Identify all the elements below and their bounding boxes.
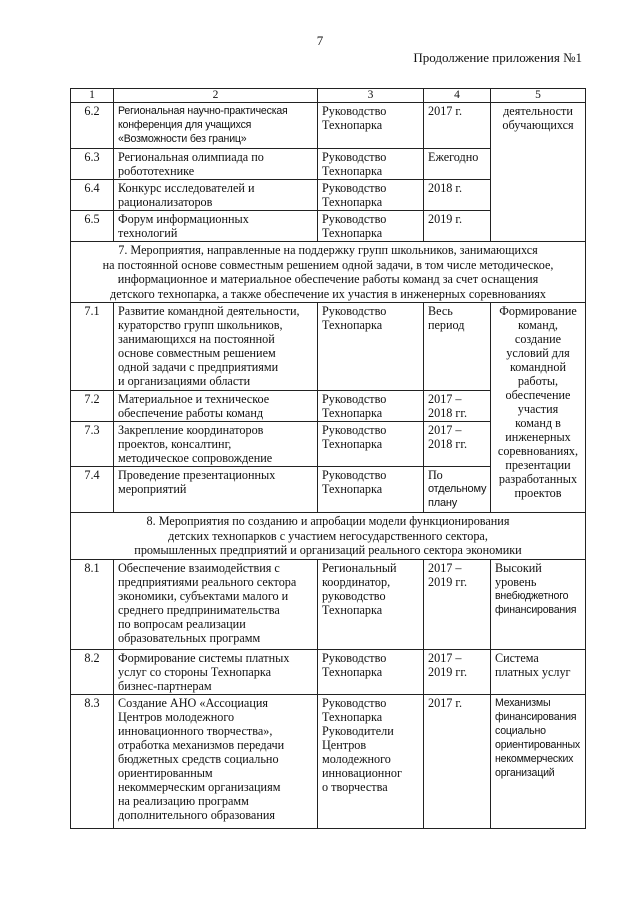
row-responsible [318,467,424,513]
row-event [114,303,318,391]
row-result [491,649,586,694]
row-date [424,649,491,694]
resp-line: Руководство [322,181,387,195]
result-line: социально [495,724,546,737]
resp-line: Технопарка [322,437,383,451]
date-line: 2017 г. [428,104,463,118]
resp-line: о творчества [322,779,388,794]
event-line: Проведение презентационных [118,468,276,482]
row-number: 8.3 [71,694,114,828]
resp-line: Технопарка [322,664,383,679]
resp-line: Технопарка [322,118,383,132]
row-responsible [318,559,424,649]
event-line: рационализаторов [118,195,213,209]
date-line: 2018 гг. [428,406,468,420]
row-number: 6.5 [71,211,114,242]
resp-line: Центров [322,737,367,752]
resp-line: Руководители [322,723,394,738]
result-line: командной [509,360,567,374]
event-line: некоммерческим организациям [118,779,281,794]
row-responsible [318,649,424,694]
row-responsible [318,694,424,828]
result-line: Формирование [499,304,577,318]
event-line: Создание АНО «Ассоциация [118,695,268,710]
result-line: Система [495,650,539,665]
header-col-4: 4 [424,89,491,103]
row-responsible [318,103,424,149]
event-line: Конкурс исследователей и [118,181,255,195]
row-result [491,559,586,649]
resp-line: Технопарка [322,164,383,178]
section-7-heading [71,242,586,303]
row-event [114,391,318,422]
row-date [424,211,491,242]
event-line: услуг со стороны Технопарка [118,664,271,679]
section-line: 7. Мероприятия, направленные на поддержку групп школьников, занимающихся [118,243,538,257]
row-number: 7.1 [71,303,114,391]
result-line: платных услуг [495,664,571,679]
resp-line: Технопарка [322,318,383,332]
result-line: финансирования [495,603,577,616]
resp-line: Руководство [322,104,387,118]
event-line: кураторство групп школьников, [118,318,283,332]
date-line: Ежегодно [428,150,479,164]
result-line: презентации [505,458,571,472]
event-line: бюджетных средств социально [118,751,279,766]
result-line: Высокий [495,560,542,575]
date-line: 2017 – [428,560,462,575]
header-col-1: 1 [71,89,114,103]
date-line: 2017 – [428,650,462,665]
row-event [114,467,318,513]
row-responsible [318,211,424,242]
resp-line: Технопарка [322,709,383,724]
resp-line: Руководство [322,468,387,482]
row-number: 7.3 [71,422,114,467]
row-result [491,103,586,242]
section-line: информационное и материальное обеспечение работы команд за счет оснащения [117,272,539,286]
resp-line: Технопарка [322,602,383,617]
row-number: 6.4 [71,180,114,211]
row-event [114,649,318,694]
date-line: 2019 гг. [428,664,468,679]
result-line: Механизмы [495,696,551,709]
date-line: 2019 г. [428,212,463,226]
result-line: финансирования [495,710,577,723]
row-date [424,391,491,422]
continuation-title: Продолжение приложения №1 [413,50,582,65]
result-line: инженерных [505,430,571,444]
resp-line: координатор, [322,574,391,589]
event-line: занимающихся на постоянной [118,332,275,346]
resp-line: Руководство [322,650,387,665]
result-line: деятельности [503,104,573,118]
row-number: 6.2 [71,103,114,149]
date-line: 2019 гг. [428,574,468,589]
row-date [424,103,491,149]
event-line: Центров молодежного [118,709,235,724]
row-result [491,694,586,828]
event-line: обеспечение работы команд [118,406,264,420]
resp-line: Технопарка [322,226,383,240]
resp-line: Региональный [322,560,397,575]
result-line: команд, [518,318,558,332]
table-row [71,103,586,149]
row-number: 7.2 [71,391,114,422]
section-line: на постоянной основе совместным решением одной задачи, в том числе методическое, [102,257,554,272]
resp-line: Руководство [322,150,387,164]
event-line: методическое сопровождение [118,451,273,465]
event-line: и организациями области [118,374,251,388]
result-line: обучающихся [502,118,574,132]
row-responsible [318,180,424,211]
result-line: уровень [495,574,537,589]
event-line: мероприятий [118,482,187,496]
resp-line: Руководство [322,304,387,318]
date-line: 2018 г. [428,181,463,195]
event-line: Региональная научно-практическая [118,105,288,117]
event-line: Материальное и техническое [118,392,270,406]
section-row-7 [71,242,586,303]
result-line: условий для [506,346,570,360]
result-line: создание [514,332,562,346]
event-line: робототехнике [118,164,195,178]
date-line: период [428,318,465,332]
event-line: дополнительного образования [118,807,275,822]
result-line: обеспечение [505,388,571,402]
date-line: отдельному [428,483,487,495]
row-responsible [318,149,424,180]
date-line: По [428,468,443,482]
row-number: 7.4 [71,467,114,513]
event-line: по вопросам реализации [118,616,246,631]
section-line: промышленных предприятий и организаций реального сектора экономики [134,543,522,557]
resp-line: Технопарка [322,406,383,420]
result-line: участия [517,402,559,416]
result-line: команд в [515,416,561,430]
result-line: работы, [517,374,559,388]
event-line: ориентированным [118,765,213,780]
section-8-heading [71,513,586,560]
result-line: проектов [514,486,562,500]
event-line: основе совместным решением [118,346,276,360]
resp-line: Технопарка [322,195,383,209]
event-line: бизнес-партнерам [118,678,212,693]
event-line: инновационного творчества», [118,723,273,738]
resp-line: Руководство [322,392,387,406]
resp-line: молодежного [322,751,391,766]
result-line: организаций [495,766,555,779]
date-line: 2017 – [428,392,462,406]
section-line: 8. Мероприятия по созданию и апробации модели функционирования [146,514,510,528]
table-row [71,649,586,694]
result-line: ориентированных [495,738,581,751]
section-line: детских технопарков с участием негосударственного сектора, [168,528,488,543]
event-line: конференция для учащихся [118,119,252,131]
row-result [491,303,586,513]
event-line: Региональная олимпиада по [118,150,264,164]
page-number: 7 [316,33,324,48]
row-number: 8.1 [71,559,114,649]
event-line: на реализацию программ [118,793,249,808]
row-number: 6.3 [71,149,114,180]
section-line: детского технопарка, а также обеспечение их участия в инженерных соревнованиях [110,286,546,301]
resp-line: Руководство [322,212,387,226]
header-row [71,89,586,103]
event-line: предприятиями реального сектора [118,574,297,589]
header-col-3: 3 [318,89,424,103]
row-event [114,180,318,211]
event-line: Форум информационных [118,212,249,226]
event-line: одной задачи с предприятиями [118,360,279,374]
table-row [71,694,586,828]
event-line: образовательных программ [118,630,261,645]
result-line: разработанных [498,472,578,486]
row-responsible [318,391,424,422]
resp-line: инновационног [322,765,402,780]
row-responsible [318,303,424,391]
table-row [71,559,586,649]
date-line: плану [428,497,458,509]
event-line: отработка механизмов передачи [118,737,285,752]
table-row [71,303,586,391]
row-event [114,211,318,242]
row-event [114,694,318,828]
row-date [424,467,491,513]
row-event [114,422,318,467]
resp-line: руководство [322,588,386,603]
event-line: экономики, субъектами малого и [118,588,289,603]
header-col-2: 2 [114,89,318,103]
row-event [114,103,318,149]
row-event [114,149,318,180]
result-line: внебюджетного [495,589,569,602]
resp-line: Руководство [322,423,387,437]
event-line: Формирование системы платных [118,650,290,665]
event-line: Развитие командной деятельности, [118,304,300,318]
date-line: 2017 – [428,423,462,437]
date-line: 2017 г. [428,695,463,710]
row-date [424,559,491,649]
date-line: 2018 гг. [428,437,468,451]
event-line: технологий [118,226,178,240]
event-line: среднего предпринимательства [118,602,280,617]
header-col-5: 5 [491,89,586,103]
row-responsible [318,422,424,467]
measures-table [70,88,586,829]
section-row-8 [71,513,586,560]
row-date [424,422,491,467]
resp-line: Руководство [322,695,387,710]
result-line: некоммерческих [495,752,574,765]
row-number: 8.2 [71,649,114,694]
row-date [424,303,491,391]
resp-line: Технопарка [322,482,383,496]
event-line: Закрепление координаторов [118,423,264,437]
row-date [424,180,491,211]
row-event [114,559,318,649]
event-line: проектов, консалтинг, [118,437,232,451]
result-line: соревнованиях, [497,444,579,458]
date-line: Весь [428,304,453,318]
event-line: «Возможности без границ» [118,133,247,145]
event-line: Обеспечение взаимодействия с [118,560,280,575]
row-date [424,149,491,180]
row-date [424,694,491,828]
